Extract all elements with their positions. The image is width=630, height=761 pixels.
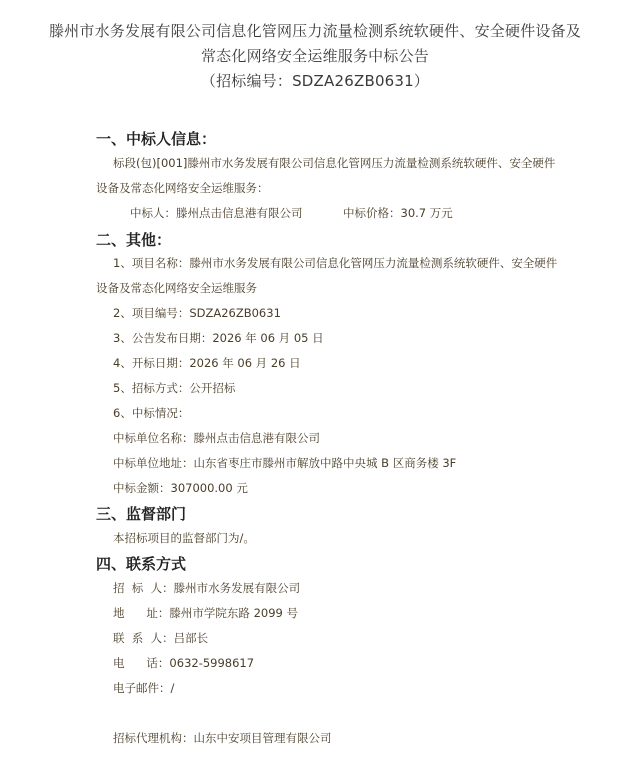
section-heading-winner: 一、中标人信息：	[96, 130, 217, 148]
bid-opening-date: 4、开标日期：2026 年 06 月 26 日	[113, 356, 301, 370]
tender-method: 5、招标方式：公开招标	[113, 381, 236, 395]
contact-person: 联 系 人：吕部长	[113, 631, 209, 645]
lot-description-line-1: 标段(包)[001]滕州市水务发展有限公司信息化管网压力流量检测系统软硬件、安全硬件	[113, 156, 556, 170]
email: 电子邮件：/	[113, 681, 175, 695]
supervision-text: 本招标项目的监督部门为/。	[113, 531, 255, 545]
winner-name: 中标人：滕州点击信息港有限公司	[130, 206, 303, 220]
section-heading-contact: 四、联系方式	[96, 555, 187, 573]
winning-amount: 中标金额：307000.00 元	[113, 481, 248, 495]
project-name-line-2: 设备及常态化网络安全运维服务	[96, 281, 257, 295]
lot-description-line-2: 设备及常态化网络安全运维服务：	[96, 181, 269, 195]
winning-unit-address: 中标单位地址：山东省枣庄市滕州市解放中路中央城 B 区商务楼 3F	[113, 456, 457, 470]
section-heading-other: 二、其他：	[96, 231, 172, 249]
title-line-1: 滕州市水务发展有限公司信息化管网压力流量检测系统软硬件、安全硬件设备及	[48, 22, 581, 40]
title-line-2: 常态化网络安全运维服务中标公告	[200, 47, 429, 65]
tender-agency: 招标代理机构：山东中安项目管理有限公司	[113, 731, 332, 745]
phone: 电 话：0632-5998617	[113, 656, 255, 670]
section-heading-supervision: 三、监督部门	[96, 505, 187, 523]
winning-price: 中标价格：30.7 万元	[343, 206, 453, 220]
winning-unit-name: 中标单位名称：滕州点击信息港有限公司	[113, 431, 320, 445]
tenderer-address: 地 址：滕州市学院东路 2099 号	[113, 606, 299, 620]
project-number: 2、项目编号：SDZA26ZB0631	[113, 306, 281, 320]
publish-date: 3、公告发布日期：2026 年 06 月 05 日	[113, 331, 324, 345]
tenderer: 招 标 人：滕州市水务发展有限公司	[113, 581, 301, 595]
project-name-line-1: 1、项目名称：滕州市水务发展有限公司信息化管网压力流量检测系统软硬件、安全硬件	[113, 256, 558, 270]
title-tender-number: （招标编号：SDZA26ZB0631）	[200, 72, 430, 90]
award-status: 6、中标情况：	[113, 406, 190, 420]
